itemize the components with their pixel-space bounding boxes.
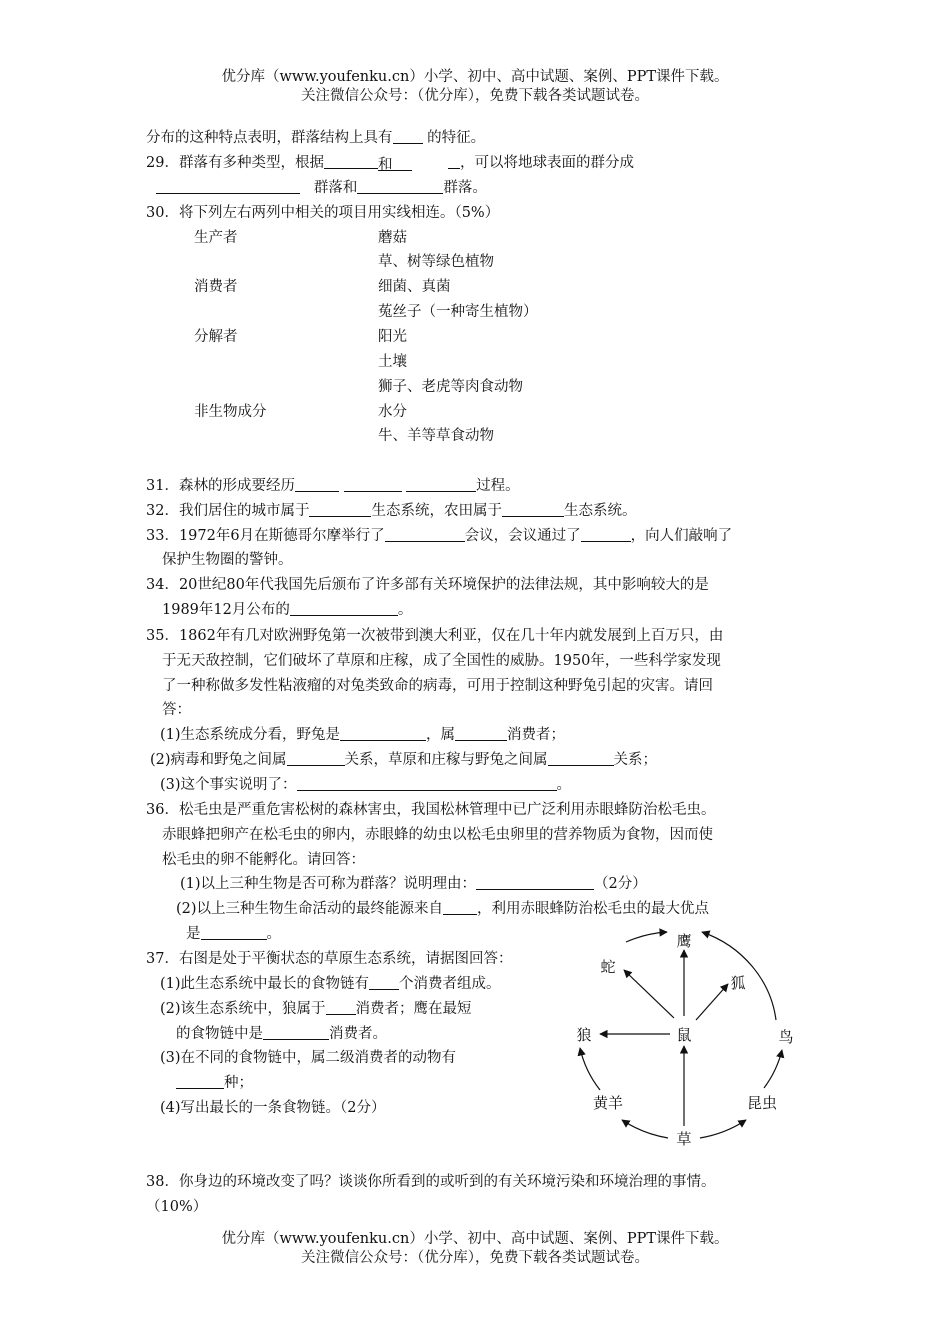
answer-blank[interactable]	[369, 974, 399, 990]
left-item-consumer: 消费者	[194, 279, 238, 295]
question-36-line-2: 赤眼蜂把卵产在松毛虫的卵内，赤眼蜂的幼虫以松毛虫卵里的营养物质为食物，因而使	[162, 827, 713, 843]
answer-blank[interactable]	[309, 501, 371, 517]
question-29-line-2: 群落和 群落。	[156, 178, 487, 198]
question-28-tail: 分布的这种特点表明，群落结构上具有 的特征。	[146, 130, 486, 146]
answer-blank[interactable]	[344, 476, 402, 492]
question-31: 31．森林的形成要经历 过程。	[146, 478, 520, 494]
answer-blank[interactable]	[406, 476, 476, 492]
question-37-sub-3-line-2: 种；	[176, 1073, 253, 1093]
question-36-sub-2: (2)以上三种生物生命活动的最终能源来自 ，利用赤眼蜂防治松毛虫的最大优点	[176, 901, 710, 917]
right-item: 狮子、老虎等肉食动物	[378, 379, 523, 395]
question-35-sub-1: (1)生态系统成分看，野兔是 ，属 消费者；	[160, 727, 566, 743]
right-item: 草、树等绿色植物	[378, 254, 494, 270]
question-35-sub-2: (2)病毒和野兔之间属 关系，草原和庄稼与野兔之间属 关系；	[150, 752, 658, 768]
answer-blank[interactable]	[263, 1024, 329, 1040]
answer-blank[interactable]	[443, 899, 477, 915]
question-38-line-2: （10%）	[146, 1199, 208, 1215]
question-37-sub-4: (4)写出最长的一条食物链。（2分）	[160, 1100, 386, 1116]
arc-snake-eagle	[626, 932, 667, 942]
question-33-line-2: 保护生物圈的警钟。	[162, 552, 293, 568]
right-item: 细菌、真菌	[378, 279, 451, 295]
answer-blank[interactable]	[324, 153, 378, 169]
node-mouse: 鼠	[676, 1026, 692, 1044]
answer-blank[interactable]	[340, 725, 426, 741]
node-eagle: 鹰	[676, 932, 692, 950]
right-item: 牛、羊等草食动物	[378, 428, 494, 444]
right-item: 阳光	[378, 329, 407, 345]
answer-blank[interactable]	[476, 874, 594, 890]
answer-blank[interactable]	[290, 600, 398, 616]
question-37-sub-3: (3)在不同的食物链中，属二级消费者的动物有	[160, 1050, 457, 1066]
answer-blank[interactable]	[156, 178, 300, 194]
question-33: 33．1972年6月在斯德哥尔摩举行了 会议，会议通过了 ，向人们敲响了	[146, 528, 733, 544]
question-36-line-1: 36．松毛虫是严重危害松树的森林害虫，我国松林管理中已广泛利用赤眼蜂防治松毛虫。	[146, 802, 716, 818]
left-item-producer: 生产者	[194, 230, 238, 246]
answer-blank[interactable]	[357, 178, 443, 194]
right-item: 蘑菇	[378, 230, 407, 246]
right-item: 水分	[378, 404, 407, 420]
right-item: 土壤	[378, 354, 407, 370]
left-item-decomposer: 分解者	[194, 329, 238, 345]
arrow-mouse-fox	[696, 984, 728, 1020]
answer-blank[interactable]	[201, 924, 267, 940]
node-insect: 昆虫	[746, 1094, 778, 1112]
question-35-sub-3: (3)这个事实说明了： 。	[160, 777, 572, 793]
question-35-line-2: 于无天敌控制，它们破坏了草原和庄稼，成了全国性的威胁。1950年，一些科学家发现	[162, 653, 721, 669]
header-line-2: 关注微信公众号：（优分库），免费下载各类试题试卷。	[301, 88, 649, 104]
answer-blank[interactable]	[326, 999, 356, 1015]
question-34-line-2: 1989年12月公布的 。	[162, 602, 413, 618]
answer-blank[interactable]	[548, 750, 614, 766]
question-37-sub-2-line-2: 的食物链中是 消费者。	[176, 1026, 387, 1042]
question-36-sub-2-line-2: 是 。	[186, 926, 281, 942]
footer-line-2: 关注微信公众号：（优分库），免费下载各类试题试卷。	[301, 1250, 649, 1266]
arc-insect-bird	[764, 1050, 782, 1088]
answer-blank[interactable]	[448, 153, 460, 169]
node-snake: 蛇	[600, 958, 616, 976]
question-38: 38．你身边的环境改变了吗？谈谈你所看到的或听到的有关环境污染和环境治理的事情。	[146, 1174, 716, 1190]
question-34: 34．20世纪80年代我国先后颁布了许多部有关环境保护的法律法规，其中影响较大的是	[146, 577, 709, 593]
food-web-diagram	[560, 920, 820, 1150]
question-37-sub-2: (2)该生态系统中，狼属于 消费者；鹰在最短	[160, 1001, 472, 1017]
answer-blank[interactable]	[455, 725, 507, 741]
question-35-line-3: 了一种称做多发性粘液瘤的对兔类致命的病毒，可用于控制这种野兔引起的灾害。请回	[162, 678, 713, 694]
answer-blank[interactable]	[385, 526, 465, 542]
node-fox: 狐	[730, 974, 746, 992]
answer-blank[interactable]	[393, 128, 423, 144]
question-37-stem: 37．右图是处于平衡状态的草原生态系统，请据图回答：	[146, 951, 513, 967]
question-32: 32．我们居住的城市属于 生态系统，农田属于 生态系统。	[146, 503, 637, 519]
answer-blank[interactable]	[502, 501, 564, 517]
node-bird: 鸟	[778, 1028, 794, 1046]
question-30-stem: 30．将下列左右两列中相关的项目用实线相连。（5%）	[146, 205, 500, 221]
answer-blank[interactable]	[295, 476, 339, 492]
answer-blank[interactable]	[176, 1073, 224, 1089]
arrow-mouse-snake	[624, 970, 674, 1018]
arc-grass-goat	[622, 1120, 668, 1138]
footer-line-1: 优分库（www.youfenku.cn）小学、初中、高中试题、案例、PPT课件下载。	[221, 1231, 729, 1247]
answer-blank[interactable]	[287, 750, 345, 766]
question-29: 29．群落有多种类型，根据 和 ，可以将地球表面的群分成	[146, 155, 634, 173]
question-37-sub-1: (1)此生态系统中最长的食物链有 个消费者组成。	[160, 976, 501, 992]
question-36-sub-1: (1)以上三种生物是否可称为群落？说明理由： （2分）	[180, 876, 647, 892]
answer-blank[interactable]	[581, 526, 631, 542]
arc-grass-insect	[700, 1120, 746, 1138]
question-35-line-4: 答：	[162, 702, 191, 718]
answer-blank[interactable]: 和	[378, 155, 412, 171]
left-item-abiotic: 非生物成分	[194, 404, 267, 420]
node-grass: 草	[676, 1130, 692, 1148]
right-item: 菟丝子（一种寄生植物）	[378, 304, 538, 320]
node-wolf: 狼	[576, 1026, 592, 1044]
question-36-line-3: 松毛虫的卵不能孵化。请回答：	[162, 852, 365, 868]
answer-blank[interactable]	[297, 775, 557, 791]
arc-goat-wolf	[580, 1048, 600, 1090]
node-goat: 黄羊	[592, 1094, 624, 1112]
question-35-line-1: 35．1862年有几对欧洲野兔第一次被带到澳大利亚，仅在几十年内就发展到上百万只，由	[146, 628, 724, 644]
header-line-1: 优分库（www.youfenku.cn）小学、初中、高中试题、案例、PPT课件下载。	[221, 69, 729, 85]
